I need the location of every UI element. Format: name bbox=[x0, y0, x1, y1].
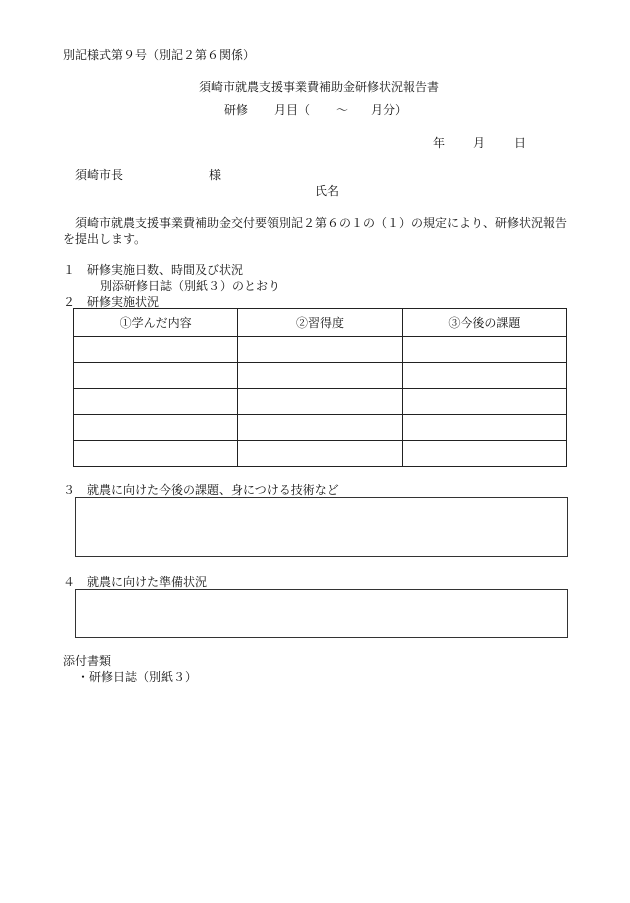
section-2-title: 研修実施状況 bbox=[87, 295, 160, 309]
body-text-line1: 須崎市就農支援事業費補助金交付要領別記２第６の１の（１）の規定により、研修状況報告 bbox=[75, 216, 568, 230]
table-cell[interactable] bbox=[74, 337, 238, 363]
table-cell[interactable] bbox=[402, 389, 566, 415]
section-2-number: ２ bbox=[63, 295, 76, 309]
section-3-number: ３ bbox=[63, 483, 76, 497]
date-year: 年 bbox=[433, 136, 446, 150]
table-cell[interactable] bbox=[74, 415, 238, 441]
applicant-name-label: 氏名 bbox=[315, 184, 340, 198]
table-cell[interactable] bbox=[238, 389, 402, 415]
table-row bbox=[74, 337, 567, 363]
addressee-honorific: 様 bbox=[209, 168, 222, 182]
section-4-title: 就農に向けた準備状況 bbox=[87, 575, 208, 589]
subtitle-tsukime: 月目（ bbox=[274, 103, 311, 117]
table-cell[interactable] bbox=[74, 389, 238, 415]
table-cell[interactable] bbox=[402, 363, 566, 389]
date-month: 月 bbox=[473, 136, 486, 150]
section-3-title: 就農に向けた今後の課題、身につける技術など bbox=[87, 483, 339, 497]
preparation-status-box[interactable] bbox=[75, 589, 568, 638]
section-4-number: ４ bbox=[63, 575, 76, 589]
table-cell[interactable] bbox=[238, 441, 402, 467]
table-header-future-issues: ③今後の課題 bbox=[402, 309, 566, 337]
table-header-mastery-level: ②習得度 bbox=[238, 309, 402, 337]
table-row bbox=[74, 415, 567, 441]
subtitle-kenshu: 研修 bbox=[224, 103, 249, 117]
table-cell[interactable] bbox=[74, 441, 238, 467]
addressee-name: 須崎市長 bbox=[75, 168, 124, 182]
table-cell[interactable] bbox=[402, 441, 566, 467]
page-title: 須崎市就農支援事業費補助金研修状況報告書 bbox=[199, 80, 440, 94]
table-cell[interactable] bbox=[238, 363, 402, 389]
table-row bbox=[74, 363, 567, 389]
table-cell[interactable] bbox=[74, 363, 238, 389]
form-number: 別記様式第９号（別記２第６関係） bbox=[63, 48, 256, 62]
table-row bbox=[74, 441, 567, 467]
date-day: 日 bbox=[514, 136, 527, 150]
body-text-line2: を提出します。 bbox=[63, 232, 147, 246]
section-1-number: １ bbox=[63, 263, 76, 277]
table-cell[interactable] bbox=[238, 337, 402, 363]
table-header-learned-content: ①学んだ内容 bbox=[74, 309, 238, 337]
section-1-title: 研修実施日数、時間及び状況 bbox=[87, 263, 244, 277]
section-1-note: 別添研修日誌（別紙３）のとおり bbox=[100, 279, 281, 293]
table-cell[interactable] bbox=[402, 415, 566, 441]
subtitle-wave: ～ bbox=[336, 103, 349, 117]
attachment-item: ・研修日誌（別紙３） bbox=[77, 670, 198, 684]
table-header-row bbox=[74, 309, 567, 337]
subtitle-getsubun: 月分） bbox=[371, 103, 408, 117]
attachments-label: 添付書類 bbox=[63, 654, 112, 668]
table-cell[interactable] bbox=[402, 337, 566, 363]
table-row bbox=[74, 389, 567, 415]
table-cell[interactable] bbox=[238, 415, 402, 441]
future-issues-box[interactable] bbox=[75, 497, 568, 557]
training-status-table bbox=[73, 308, 567, 467]
